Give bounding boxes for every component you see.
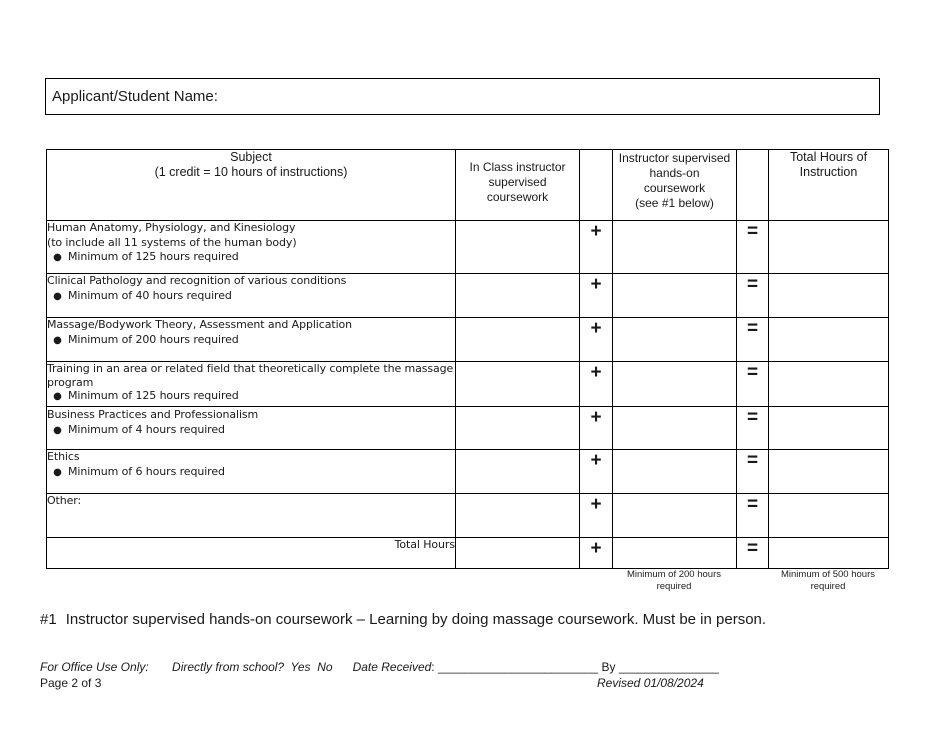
handson-total-cell[interactable] [613,538,737,569]
inclass-total-cell[interactable] [456,538,580,569]
inclass-header-line2: supervised [488,175,547,189]
plus-sign: + [580,221,613,274]
handson-header-line3: coursework [643,181,706,195]
table-row [47,318,889,362]
date-received-field[interactable]: ________________________ [437,660,599,674]
footnote-number: #1 [40,611,57,628]
hours-table [46,149,889,569]
subject-title: Other: [47,494,82,507]
handson-hours-cell[interactable] [613,274,737,318]
date-received-label: Date Received [352,660,432,674]
revised-date: Revised 01/08/2024 [597,676,704,690]
requirement-bullet [47,465,455,481]
requirement-bullet [47,333,455,349]
plus-sign: + [580,274,613,318]
handson-minimum-line2: required [656,581,692,592]
total-header-line2: Instruction [799,165,858,179]
applicant-name-field[interactable] [45,78,880,115]
total-minimum-line2: required [810,581,846,592]
handson-header-line4: (see #1 below) [635,196,714,210]
total-hours-cell[interactable] [769,407,889,450]
subject-title: Human Anatomy, Physiology, and Kinesiology [47,221,296,234]
total-hours-cell[interactable] [769,362,889,407]
plus-sign: + [580,318,613,362]
table-row [47,450,889,494]
equals-sign: = [737,538,769,569]
equals-sign: = [737,407,769,450]
grand-total-cell[interactable] [769,538,889,569]
equals-sign: = [737,221,769,274]
total-hours-cell[interactable] [769,450,889,494]
handson-hours-cell[interactable] [613,318,737,362]
equals-sign: = [737,274,769,318]
by-field[interactable]: _______________ [618,660,719,674]
total-hours-cell[interactable] [769,221,889,274]
subject-cell [47,318,456,362]
inclass-hours-cell[interactable] [456,362,580,407]
plus-sign: + [580,407,613,450]
inclass-hours-cell[interactable] [456,221,580,274]
handson-hours-cell[interactable] [613,221,737,274]
handson-hours-cell[interactable] [613,362,737,407]
page-number: Page 2 of 3 [40,676,102,690]
requirement-text: Minimum of 200 hours required [68,332,239,346]
subject-title: Massage/Bodywork Theory, Assessment and Application [47,318,353,331]
table-row [47,362,889,407]
bullet-icon: ● [53,424,62,436]
footnote [40,611,766,628]
requirement-text: Minimum of 40 hours required [68,288,232,302]
total-header [769,150,889,221]
inclass-header-line3: coursework [486,190,549,204]
handson-hours-cell[interactable] [613,407,737,450]
handson-minimum-note [612,569,736,593]
subject-title: Business Practices and Professionalism [47,408,259,421]
subject-header [47,150,456,221]
total-minimum-line1: Minimum of 500 hours [781,569,875,580]
inclass-header-line1: In Class instructor [469,160,566,174]
subject-title: Ethics [47,450,80,463]
requirement-bullet [47,423,455,439]
subject-cell [47,274,456,318]
handson-minimum-line1: Minimum of 200 hours [627,569,721,580]
handson-header [613,150,737,221]
total-minimum-note [768,569,888,593]
plus-sign: + [580,494,613,538]
subject-header-line2: (1 credit = 10 hours of instructions) [154,165,348,179]
subject-cell [47,362,456,407]
requirement-text: Minimum of 6 hours required [68,464,225,478]
equals-sign: = [737,318,769,362]
subject-title: Clinical Pathology and recognition of various conditions [47,274,347,287]
subject-subtitle: (to include all 11 systems of the human body) [47,235,297,249]
requirement-text: Minimum of 125 hours required [68,389,239,402]
handson-hours-cell[interactable] [613,450,737,494]
applicant-name-label: Applicant/Student Name: [52,88,218,105]
equals-sign: = [737,494,769,538]
plus-sign: + [580,450,613,494]
bullet-icon: ● [53,252,62,263]
total-hours-cell[interactable] [769,274,889,318]
handson-header-line1: Instructor supervised [618,151,731,165]
bullet-icon: ● [53,391,62,402]
requirement-text: Minimum of 125 hours required [68,250,239,263]
total-hours-cell[interactable] [769,494,889,538]
equals-header-blank [737,150,769,221]
office-use-line: For Office Use Only: Directly from school? Yes No Date Received: ________________________ By _______________ [40,660,719,674]
inclass-header [456,150,580,221]
bullet-icon: ● [53,466,62,478]
subject-cell [47,450,456,494]
table-row [47,221,889,274]
table-row [47,494,889,538]
plus-sign: + [580,362,613,407]
handson-header-line2: hands-on [649,166,700,180]
equals-sign: = [737,362,769,407]
requirement-bullet [47,250,455,266]
subject-cell [47,494,456,538]
requirement-bullet [47,289,455,305]
subject-header-line1: Subject [230,150,272,164]
total-hours-label: Total Hours [47,538,456,569]
table-row [47,274,889,318]
footnote-text: Instructor supervised hands-on coursework – Learning by doing massage coursework. Must be in person. [65,611,767,628]
total-header-line1: Total Hours of [789,150,868,164]
operator-header-blank [580,150,613,221]
bullet-icon: ● [53,290,62,302]
by-label: By [601,660,616,674]
requirement-bullet [47,389,455,404]
equals-sign: = [737,450,769,494]
plus-sign: + [580,538,613,569]
handson-hours-cell[interactable] [613,494,737,538]
inclass-hours-cell[interactable] [456,494,580,538]
table-row [47,407,889,450]
requirement-text: Minimum of 4 hours required [68,422,225,436]
bullet-icon: ● [53,334,62,346]
office-use-label: For Office Use Only: [40,660,149,674]
table-header-row [47,150,889,221]
direct-from-school: Directly from school? Yes No [172,660,333,674]
total-hours-cell[interactable] [769,318,889,362]
total-row [47,538,889,569]
subject-title: Training in an area or related field that theoretically complete the massage program [47,362,454,389]
inclass-hours-cell[interactable] [456,407,580,450]
inclass-hours-cell[interactable] [456,450,580,494]
inclass-hours-cell[interactable] [456,274,580,318]
subject-cell [47,221,456,274]
subject-cell [47,407,456,450]
inclass-hours-cell[interactable] [456,318,580,362]
